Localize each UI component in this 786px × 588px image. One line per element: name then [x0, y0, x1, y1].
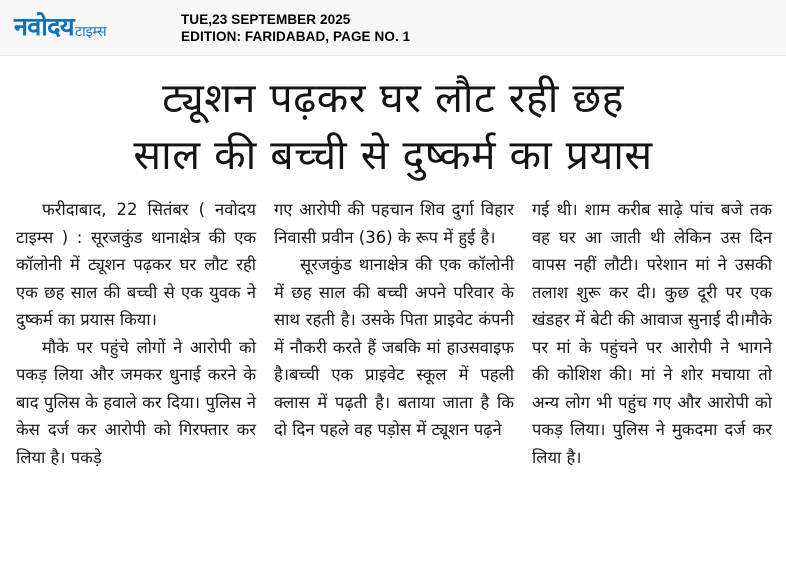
paragraph: मौके पर पहुंचे लोगों ने आरोपी को पकड़ लिया और जमकर धुनाई करने के बाद पुलिस के हवाले कर दिया। पुलिस ने केस दर्ज कर आरोपी को गिरफ्तार कर लिया है। पकड़े [16, 337, 256, 467]
article-column-3 [532, 196, 772, 471]
article-column-2 [274, 196, 514, 471]
paragraph: सूरजकुंड थानाक्षेत्र की एक कॉलोनी में छह साल की बच्ची अपने परिवार के साथ रहती है। उसके पिता प्राइवेट कंपनी में नौकरी करते हैं जबकि मां हाउसवाइफ है।बच्ची एक प्राइवेट स्कूल में पहली क्लास में पढ़ती है। बताया जाता है कि दो दिन पहले वह पड़ोस में ट्यूशन पढ़ने [274, 255, 514, 439]
edition-page-line: EDITION: FARIDABAD, PAGE NO. 1 [181, 28, 411, 44]
headline-line-1: ट्यूशन पढ़कर घर लौट रही छह [162, 74, 624, 122]
article-column-1 [16, 196, 256, 471]
logo-secondary-text: टाइम्स [75, 24, 107, 40]
publication-date: TUE,23 SEPTEMBER 2025 [181, 11, 351, 27]
newspaper-logo[interactable] [14, 14, 159, 39]
article-body [0, 190, 786, 471]
edition-info [181, 11, 410, 45]
paragraph: गई थी। शाम करीब साढ़े पांच बजे तक वह घर आ जाती थी लेकिन उस दिन वापस नहीं लौटी। परेशान मां ने उसकी तलाश शुरू कर दी। कुछ दूरी पर एक खंडहर में बेटी की आवाज सुनाई दी।मौके पर मां के पहुंचने पर आरोपी ने भागने की कोशिश की। मां ने शोर मचाया तो अन्य लोग भी पहुंच गए और आरोपी को पकड़ लिया। पुलिस ने मुकदमा दर्ज कर लिया है। [532, 200, 772, 467]
logo-primary-text: नवोदय [14, 12, 75, 41]
masthead-header [0, 0, 786, 56]
paragraph: गए आरोपी की पहचान शिव दुर्गा विहार निवासी प्रवीन (36) के रूप में हुई है। [274, 200, 514, 247]
article-headline [0, 56, 786, 190]
headline-line-2: साल की बच्ची से दुष्कर्म का प्रयास [133, 131, 653, 179]
paragraph: फरीदाबाद, 22 सितंबर ( नवोदय टाइम्स ) : सूरजकुंड थानाक्षेत्र की एक कॉलोनी में ट्यूशन पढ़कर घर लौट रही एक छह साल की बच्ची से एक युवक ने दुष्कर्म का प्रयास किया। [16, 200, 256, 329]
